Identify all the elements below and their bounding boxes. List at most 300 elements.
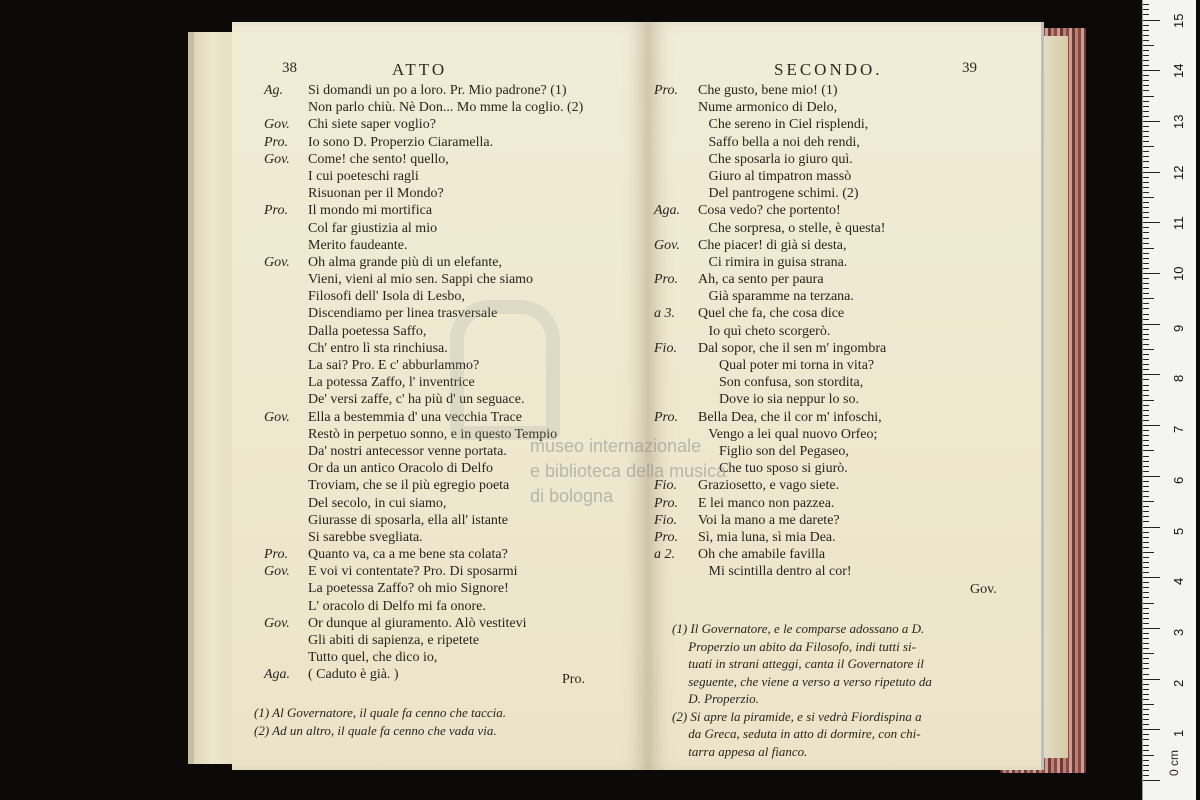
- line-text: E voi vi contentate? Pro. Di sposarmi: [308, 564, 518, 580]
- ruler-tick: [1143, 202, 1149, 203]
- watermark-text: [530, 434, 726, 509]
- ruler-tick: [1143, 298, 1154, 299]
- ruler-tick: [1143, 729, 1160, 730]
- text-line: [654, 271, 886, 288]
- ruler-tick: [1143, 258, 1149, 259]
- ruler-tick: [1143, 263, 1149, 264]
- ruler-tick: [1143, 679, 1160, 680]
- line-text: Da' nostri antecessor venne portata.: [308, 443, 507, 459]
- line-text: Ah, ca sento per paura: [698, 272, 824, 288]
- line-text: Che sposarla io giuro quì.: [698, 151, 853, 167]
- footnote-line: (1) Il Governatore, e le comparse adossano a D.: [672, 621, 925, 636]
- speaker-label: Pro.: [654, 495, 678, 511]
- footnote-line: tarra appesa al fianco.: [672, 743, 808, 759]
- ruler-number: 14: [1171, 63, 1186, 79]
- left-page-header: ATTO: [392, 60, 448, 79]
- ruler-tick: [1143, 339, 1149, 340]
- ruler-tick: [1143, 319, 1149, 320]
- ruler-tick: [1143, 212, 1149, 213]
- ruler-tick: [1143, 694, 1149, 695]
- line-text: Si sarebbe svegliata.: [308, 529, 423, 545]
- ruler-tick: [1143, 293, 1149, 294]
- ruler-tick: [1143, 618, 1149, 619]
- footnote-line: seguente, che viene a verso a verso ripetuto da: [672, 673, 932, 689]
- ruler-tick: [1143, 603, 1154, 604]
- left-catchword: Pro.: [562, 672, 585, 687]
- ruler-tick: [1143, 597, 1149, 598]
- line-text: I cui poeteschi ragli: [308, 168, 419, 184]
- footnote-line: Properzio un abito da Filosofo, indi tutti si-: [672, 638, 916, 654]
- ruler-tick: [1143, 111, 1149, 112]
- ruler-tick: [1143, 329, 1149, 330]
- line-text: Or dunque al giuramento. Alò vestitevi: [308, 615, 527, 631]
- ruler-tick: [1143, 121, 1160, 122]
- speaker-label: Fio.: [654, 478, 677, 494]
- line-text: Giuro al timpatron massò: [698, 168, 852, 184]
- ruler-tick: [1143, 172, 1160, 173]
- line-text: Mi scintilla dentro al cor!: [698, 564, 852, 580]
- ruler-tick: [1143, 303, 1149, 304]
- ruler-tick: [1143, 435, 1149, 436]
- ruler-tick: [1143, 238, 1149, 239]
- ruler-tick: [1143, 151, 1149, 152]
- ruler-tick: [1143, 379, 1149, 380]
- ruler-tick: [1143, 552, 1154, 553]
- line-text: Si domandi un po a loro. Pr. Mio padrone? (1): [308, 83, 567, 98]
- text-line: [264, 598, 583, 615]
- text-line: [654, 323, 886, 340]
- ruler-number: 1: [1171, 730, 1186, 738]
- ruler-tick: [1143, 745, 1149, 746]
- ruler-tick: [1143, 466, 1149, 467]
- line-text: Io quì cheto scorgerò.: [698, 323, 831, 339]
- ruler-tick: [1143, 734, 1149, 735]
- ruler-tick: [1143, 739, 1149, 740]
- ruler-tick: [1143, 253, 1149, 254]
- ruler-tick: [1143, 116, 1149, 117]
- text-line: [654, 82, 886, 99]
- ruler-tick: [1143, 765, 1149, 766]
- ruler-tick: [1143, 461, 1149, 462]
- ruler-tick: [1143, 547, 1149, 548]
- ruler-tick: [1143, 456, 1149, 457]
- ruler-tick: [1143, 724, 1149, 725]
- ruler-tick: [1143, 770, 1149, 771]
- ruler-tick: [1143, 96, 1154, 97]
- ruler-tick: [1143, 714, 1149, 715]
- speaker-label: Pro.: [654, 409, 678, 425]
- line-text: Or da un antico Oracolo di Delfo: [308, 461, 494, 477]
- ruler-tick: [1143, 521, 1149, 522]
- line-text: Quanto va, ca a me bene sta colata?: [308, 547, 508, 563]
- ruler-tick: [1143, 207, 1149, 208]
- ruler-tick: [1143, 755, 1154, 756]
- ruler-tick: [1143, 25, 1149, 26]
- ruler-tick: [1143, 405, 1149, 406]
- line-text: Cosa vedo? che portento!: [698, 203, 841, 219]
- ruler-tick: [1143, 450, 1154, 451]
- ruler-tick: [1143, 182, 1149, 183]
- line-text: La poetessa Zaffo? oh mio Signore!: [308, 581, 509, 597]
- text-line: [654, 340, 886, 357]
- ruler-tick: [1143, 430, 1149, 431]
- ruler-tick: [1143, 131, 1149, 132]
- ruler-tick: [1143, 146, 1154, 147]
- ruler-tick: [1143, 527, 1160, 528]
- ruler-tick: [1143, 542, 1149, 543]
- ruler-tick: [1143, 689, 1149, 690]
- ruler-number: 12: [1171, 165, 1186, 180]
- ruler-tick: [1143, 440, 1149, 441]
- line-text: Risuonan per il Mondo?: [308, 186, 444, 202]
- ruler-tick: [1143, 506, 1149, 507]
- ruler-tick: [1143, 187, 1149, 188]
- ruler-tick: [1143, 638, 1149, 639]
- ruler-tick: [1143, 197, 1154, 198]
- line-text: Che gusto, bene mio! (1): [698, 83, 838, 98]
- line-text: De' versi zaffe, c' ha più d' un seguace.: [308, 392, 525, 408]
- ruler-tick: [1143, 628, 1160, 629]
- text-line: [264, 116, 583, 133]
- text-line: [654, 288, 886, 305]
- line-text: Quel che fa, che cosa dice: [698, 306, 845, 322]
- speaker-label: Gov.: [654, 237, 680, 253]
- line-text: Bella Dea, che il cor m' infoschi,: [698, 409, 882, 425]
- ruler-tick: [1143, 30, 1149, 31]
- ruler-tick: [1143, 709, 1149, 710]
- speaker-label: Pro.: [264, 134, 288, 150]
- line-text: Oh alma grande più di un elefante,: [308, 254, 502, 270]
- ruler-number: 2: [1171, 679, 1186, 687]
- ruler-number: 4: [1171, 577, 1186, 586]
- ruler-tick: [1143, 592, 1149, 593]
- ruler-tick: [1143, 537, 1149, 538]
- ruler-tick: [1143, 420, 1149, 421]
- line-text: Vieni, vieni al mio sen. Sappi che siamo: [308, 272, 534, 288]
- ruler-tick: [1143, 314, 1149, 315]
- ruler-tick: [1143, 668, 1149, 669]
- text-line: [654, 99, 886, 116]
- ruler-number: 13: [1171, 114, 1186, 129]
- ruler-tick: [1143, 445, 1149, 446]
- line-text: Saffo bella a noi deh rendi,: [698, 134, 860, 150]
- ruler-tick: [1143, 557, 1149, 558]
- text-line: [654, 563, 886, 580]
- ruler-tick: [1143, 192, 1149, 193]
- line-text: Che sorpresa, o stelle, è questa!: [698, 220, 886, 236]
- ruler-tick: [1143, 577, 1160, 578]
- right-catchword: Gov.: [970, 582, 997, 597]
- line-text: Qual poter mi torna in vita?: [698, 358, 875, 373]
- speaker-label: Aga.: [264, 667, 291, 683]
- left-page-number: 38: [282, 60, 297, 76]
- ruler-tick: [1143, 167, 1149, 168]
- ruler-tick: [1143, 222, 1160, 223]
- right-page-header: SECONDO.: [774, 60, 883, 79]
- ruler-tick: [1143, 704, 1154, 705]
- text-line: [654, 168, 886, 185]
- ruler-tick: [1143, 501, 1154, 502]
- ruler-tick: [1143, 567, 1149, 568]
- line-text: E lei manco non pazzea.: [698, 495, 835, 511]
- speaker-label: a 3.: [654, 306, 675, 322]
- ruler-number: 8: [1171, 375, 1186, 383]
- line-text: Voi la mano a me darete?: [698, 512, 840, 528]
- ruler-number: 5: [1171, 527, 1186, 535]
- right-footnotes: [672, 620, 932, 760]
- speaker-label: Gov.: [264, 117, 290, 133]
- watermark-line: museo internazionale: [530, 436, 702, 456]
- ruler-tick: [1143, 288, 1149, 289]
- line-text: Che sereno in Ciel risplendi,: [698, 117, 869, 133]
- line-text: Il mondo mi mortifica: [308, 203, 433, 219]
- ruler-tick: [1143, 243, 1149, 244]
- ruler-tick: [1143, 633, 1149, 634]
- line-text: Come! che sento! quello,: [308, 151, 449, 167]
- speaker-label: Gov.: [264, 409, 290, 425]
- text-line: [264, 185, 583, 202]
- line-text: Ella a bestemmia d' una vecchia Trace: [308, 409, 522, 425]
- ruler-number: 3: [1171, 628, 1186, 636]
- ruler-tick: [1143, 471, 1149, 472]
- speaker-label: Gov.: [264, 615, 290, 631]
- ruler-number: 6: [1171, 476, 1186, 484]
- ruler-tick: [1143, 496, 1149, 497]
- ruler-tick: [1143, 572, 1149, 573]
- ruler-tick: [1143, 45, 1154, 46]
- ruler-tick: [1143, 511, 1149, 512]
- ruler-tick: [1143, 9, 1149, 10]
- text-line: [264, 529, 583, 546]
- ruler-tick: [1143, 582, 1149, 583]
- text-line: [654, 305, 886, 322]
- ruler-tick: [1143, 75, 1149, 76]
- ruler-number: 10: [1171, 266, 1186, 281]
- ruler-tick: [1143, 60, 1149, 61]
- speaker-label: Pro.: [654, 83, 678, 98]
- ruler-tick: [1143, 699, 1149, 700]
- speaker-label: Fio.: [654, 340, 677, 356]
- ruler-tick: [1143, 156, 1149, 157]
- ruler-tick: [1143, 268, 1149, 269]
- line-text: Gli abiti di sapienza, e ripetete: [308, 633, 480, 648]
- speaker-label: Gov.: [264, 151, 290, 167]
- text-line: [264, 134, 583, 151]
- text-line: [264, 666, 583, 683]
- speaker-label: Gov.: [264, 254, 290, 270]
- watermark-line: e biblioteca della musica: [530, 461, 727, 481]
- ruler-tick: [1143, 50, 1149, 51]
- text-line: [654, 185, 886, 202]
- right-page-stack: [1040, 36, 1068, 758]
- footnote-line: da Greca, seduta in atto di dormire, con chi-: [672, 726, 921, 741]
- ruler-tick: [1143, 663, 1149, 664]
- ruler-tick: [1143, 623, 1149, 624]
- ruler-tick: [1143, 481, 1149, 482]
- text-line: [264, 99, 583, 116]
- text-line: [654, 254, 886, 271]
- text-line: [264, 151, 583, 168]
- text-line: [654, 357, 886, 374]
- footnote-line: D. Properzio.: [672, 691, 759, 706]
- ruler-tick: [1143, 648, 1149, 649]
- speaker-label: Pro.: [654, 272, 678, 288]
- ruler-tick: [1143, 20, 1160, 21]
- ruler-tick: [1143, 374, 1160, 375]
- ruler-tick: [1143, 516, 1149, 517]
- ruler-tick: [1143, 658, 1149, 659]
- speaker-label: Pro.: [264, 203, 288, 219]
- line-text: Già sparamme na terzana.: [698, 289, 854, 305]
- text-line: [654, 529, 886, 546]
- ruler-tick: [1143, 80, 1149, 81]
- speaker-label: Pro.: [654, 529, 678, 545]
- text-line: [264, 563, 583, 580]
- speaker-label: Ag.: [264, 83, 284, 98]
- ruler-number: 15: [1171, 13, 1186, 28]
- line-text: Tutto quel, che dico io,: [308, 650, 438, 666]
- text-line: [264, 632, 583, 649]
- ruler-number: 7: [1171, 425, 1186, 434]
- text-line: [264, 271, 583, 288]
- ruler-tick: [1143, 719, 1149, 720]
- line-text: Ci rimira in guisa strana.: [698, 254, 848, 270]
- text-line: [654, 391, 886, 408]
- ruler-tick: [1143, 283, 1149, 284]
- ruler-tick: [1143, 780, 1160, 781]
- footnote-line: (2) Si apre la piramide, e si vedrà Fiordispina a: [672, 708, 922, 724]
- ruler-tick: [1143, 126, 1149, 127]
- ruler-tick: [1143, 587, 1149, 588]
- ruler-tick: [1143, 90, 1149, 91]
- text-line: [654, 220, 886, 237]
- line-text: Ch' entro lì sta rinchiusa.: [308, 340, 448, 356]
- ruler-tick: [1143, 608, 1149, 609]
- line-text: Son confusa, son stordita,: [698, 375, 864, 391]
- ruler-tick: [1143, 354, 1149, 355]
- text-line: [654, 116, 886, 133]
- ruler-tick: [1143, 415, 1149, 416]
- ruler-tick: [1143, 486, 1149, 487]
- ruler-tick: [1143, 136, 1149, 137]
- ruler-tick: [1143, 14, 1149, 15]
- text-line: [264, 254, 583, 271]
- ruler-tick: [1143, 760, 1149, 761]
- ruler-tick: [1143, 562, 1149, 563]
- speaker-label: Pro.: [264, 547, 288, 563]
- ruler-tick: [1143, 643, 1149, 644]
- ruler-tick: [1143, 400, 1154, 401]
- ruler-tick: [1143, 217, 1149, 218]
- ruler-tick: [1143, 364, 1149, 365]
- line-text: Filosofi dell' Isola di Lesbo,: [308, 289, 465, 305]
- footnote-line: (1) Al Governatore, il quale fa cenno che taccia.: [254, 705, 506, 720]
- footnote-line: (2) Ad un altro, il quale fa cenno che vada via.: [254, 722, 497, 738]
- ruler-tick: [1143, 491, 1149, 492]
- line-text: Che tuo sposo si giurò.: [698, 461, 848, 477]
- ruler-tick: [1143, 227, 1149, 228]
- line-text: Figlio son del Pegaseo,: [698, 443, 849, 459]
- line-text: Chi siete saper voglio?: [308, 117, 436, 133]
- text-line: [654, 409, 886, 426]
- ruler-tick: [1143, 359, 1149, 360]
- text-line: [264, 580, 583, 597]
- line-text: Che piacer! di già si desta,: [698, 237, 847, 253]
- line-text: Dalla poetessa Saffo,: [308, 323, 427, 339]
- left-page: [232, 22, 648, 770]
- ruler-number: 9: [1171, 324, 1186, 332]
- line-text: ( Caduto è già. ): [308, 667, 399, 683]
- ruler-tick: [1143, 177, 1149, 178]
- line-text: Del secolo, in cui siamo,: [308, 495, 447, 511]
- line-text: La potessa Zaffo, l' inventrice: [308, 375, 475, 391]
- line-text: Vengo a lei qual nuovo Orfeo;: [698, 426, 878, 442]
- ruler-tick: [1143, 248, 1154, 249]
- text-line: [654, 546, 886, 563]
- right-page: [648, 22, 1044, 770]
- ruler-tick: [1143, 684, 1149, 685]
- footnote-line: tuati in strani atteggi, canta il Governatore il: [672, 656, 924, 671]
- line-text: Col far giustizia al mio: [308, 220, 438, 236]
- line-text: Graziosetto, e vago siete.: [698, 478, 840, 494]
- ruler-tick: [1143, 775, 1149, 776]
- line-text: Non parlo chiù. Nè Don... Mo mme la coglio. (2): [308, 100, 584, 116]
- text-line: [264, 220, 583, 237]
- ruler-tick: [1143, 324, 1160, 325]
- ruler-tick: [1143, 532, 1149, 533]
- text-line: [264, 237, 583, 254]
- text-line: [264, 512, 583, 529]
- ruler-tick: [1143, 65, 1149, 66]
- ruler-tick: [1143, 161, 1149, 162]
- ruler-tick: [1143, 40, 1149, 41]
- line-text: Dal sopor, che il sen m' ingombra: [698, 340, 887, 356]
- ruler-tick: [1143, 70, 1160, 71]
- line-text: Del pantrogene schimi. (2): [698, 186, 859, 202]
- line-text: Giurasse di sposarla, ella all' istante: [308, 512, 509, 528]
- ruler-tick: [1143, 369, 1149, 370]
- line-text: L' oracolo di Delfo mi fa onore.: [308, 598, 486, 614]
- text-line: [654, 202, 886, 219]
- ruler-tick: [1143, 750, 1149, 751]
- text-line: [654, 134, 886, 151]
- text-line: [654, 512, 886, 529]
- watermark-line: di bologna: [530, 486, 614, 506]
- ruler-tick: [1143, 476, 1160, 477]
- ruler-tick: [1143, 106, 1149, 107]
- line-text: Oh che amabile favilla: [698, 547, 826, 563]
- line-text: La sai? Pro. E c' abburlammo?: [308, 358, 480, 373]
- line-text: Sì, mia luna, sì mia Dea.: [698, 529, 836, 545]
- line-text: Nume armonico di Delo,: [698, 100, 838, 116]
- line-text: Dove io sia neppur lo so.: [698, 392, 859, 408]
- ruler-tick: [1143, 395, 1149, 396]
- text-line: [264, 168, 583, 185]
- line-text: Merito faudeante.: [308, 237, 408, 253]
- ruler-tick: [1143, 35, 1149, 36]
- ruler-tick: [1143, 349, 1154, 350]
- text-line: [264, 546, 583, 563]
- text-line: [654, 374, 886, 391]
- ruler-tick: [1143, 141, 1149, 142]
- watermark-logo: [450, 300, 560, 440]
- ruler-tick: [1143, 273, 1160, 274]
- measuring-ruler: [1142, 0, 1196, 800]
- ruler-tick: [1143, 55, 1149, 56]
- ruler-unit-label: 0 cm: [1167, 749, 1181, 776]
- ruler-tick: [1143, 425, 1160, 426]
- ruler-tick: [1143, 344, 1149, 345]
